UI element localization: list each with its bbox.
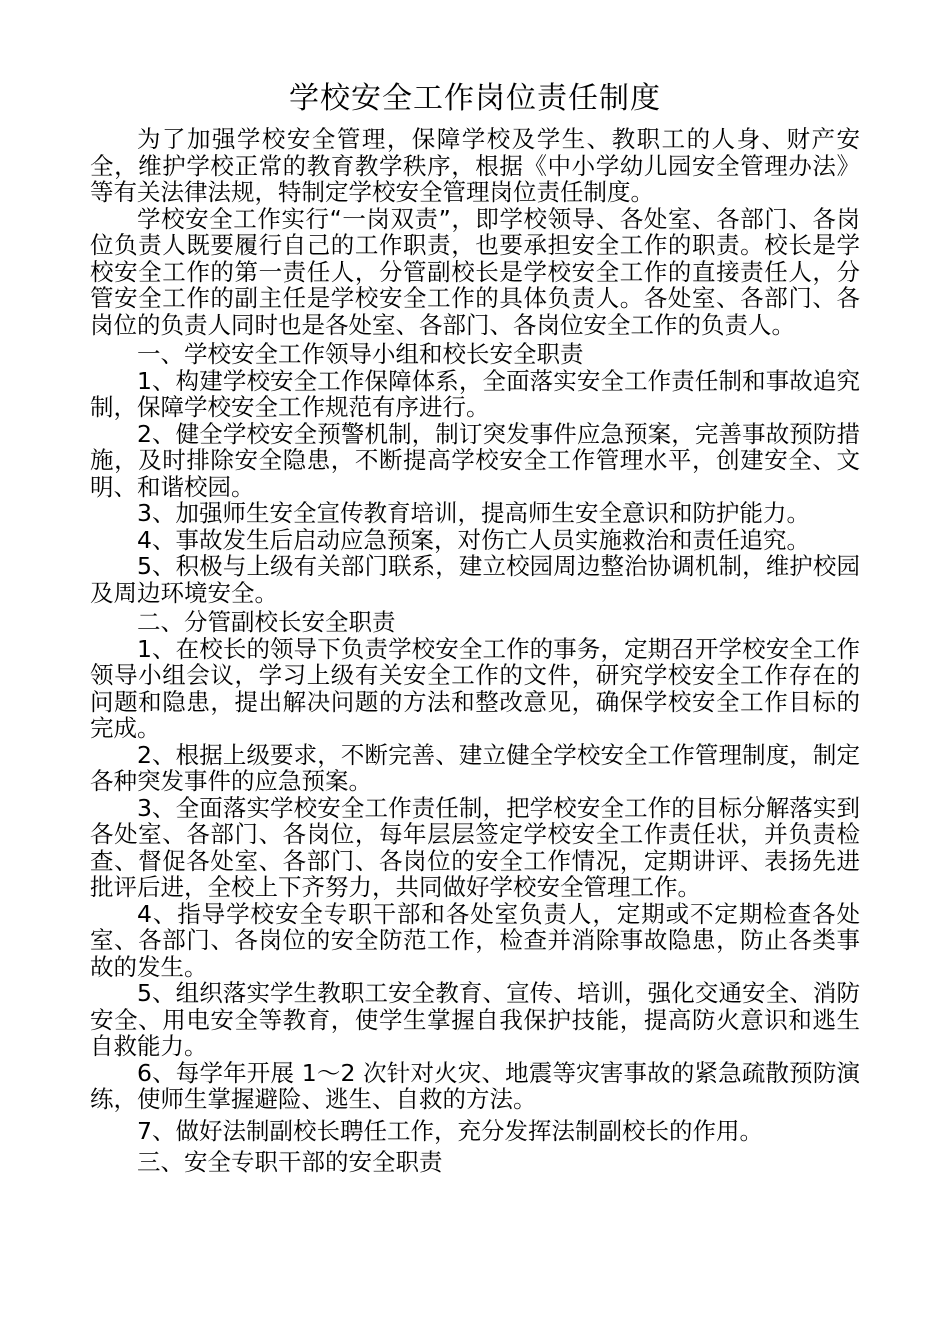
document-page	[90, 76, 860, 1176]
section-2-item-7: 7、做好法制副校长聘任工作，充分发挥法制副校长的作用。	[137, 1116, 763, 1145]
section-1-item-5: 5、积极与上级有关部门联系，建立校园周边整治协调机制，维护校园及周边环境安全。	[90, 552, 860, 607]
section-2-item-3: 3、全面落实学校安全工作责任制，把学校安全工作的目标分解落实到各处室、各部门、各岗位，每年层层签定学校安全工作责任状，并负责检查、督促各处室、各部门、各岗位的安全工作情况，定期讲评、表扬先进批评后进，全校上下齐努力，共同做好学校安全管理工作。	[90, 793, 860, 901]
section-heading-3: 三、安全专职干部的安全职责	[137, 1148, 443, 1176]
section-2-item-1: 1、在校长的领导下负责学校安全工作的事务，定期召开学校安全工作领导小组会议，学习上级有关安全工作的文件，研究学校安全工作存在的问题和隐患，提出解决问题的方法和整改意见，确保学校安全工作目标的完成。	[90, 634, 860, 742]
document-title: 学校安全工作岗位责任制度	[289, 81, 661, 116]
section-1-item-1: 1、构建学校安全工作保障体系，全面落实安全工作责任制和事故追究制，保障学校安全工作规范有序进行。	[90, 366, 860, 421]
section-2-item-2: 2、根据上级要求，不断完善、建立健全学校安全工作管理制度，制定各种突发事件的应急预案。	[90, 740, 860, 795]
section-2-item-6: 6、每学年开展 1～2 次针对火灾、地震等灾害事故的紧急疏散预防演练，使师生掌握避险、逃生、自救的方法。	[90, 1058, 860, 1113]
section-heading-2: 二、分管副校长安全职责	[137, 608, 396, 636]
section-2-item-5: 5、组织落实学生教职工安全教育、宣传、培训，强化交通安全、消防安全、用电安全等教育，使学生掌握自我保护技能，提高防火意识和逃生自救能力。	[90, 979, 860, 1060]
intro-paragraph: 为了加强学校安全管理，保障学校及学生、教职工的人身、财产安全，维护学校正常的教育教学秩序，根据《中小学幼儿园安全管理办法》等有关法律法规，特制定学校安全管理岗位责任制度。	[90, 125, 860, 206]
section-1-item-3: 3、加强师生安全宣传教育培训，提高师生安全意识和防护能力。	[137, 499, 810, 527]
responsibility-paragraph: 学校安全工作实行“一岗双责”，即学校领导、各处室、各部门、各岗位负责人既要履行自己的工作职责，也要承担安全工作的职责。校长是学校安全工作的第一责任人，分管副校长是学校安全工作的直接责任人，分管安全工作的副主任是学校安全工作的具体负责人。各处室、各部门、各岗位的负责人同时也是各处室、各部门、各岗位安全工作的负责人。	[90, 204, 860, 339]
section-2-item-4: 4、指导学校安全专职干部和各处室负责人，定期或不定期检查各处室、各部门、各岗位的安全防范工作，检查并消除事故隐患，防止各类事故的发生。	[90, 899, 860, 981]
section-1-item-4: 4、事故发生后启动应急预案，对伤亡人员实施救治和责任追究。	[137, 525, 810, 554]
section-1-item-2: 2、健全学校安全预警机制，制订突发事件应急预案，完善事故预防措施，及时排除安全隐患，不断提高学校安全工作管理水平，创建安全、文明、和谐校园。	[90, 419, 860, 501]
section-heading-1: 一、学校安全工作领导小组和校长安全职责	[137, 340, 584, 368]
